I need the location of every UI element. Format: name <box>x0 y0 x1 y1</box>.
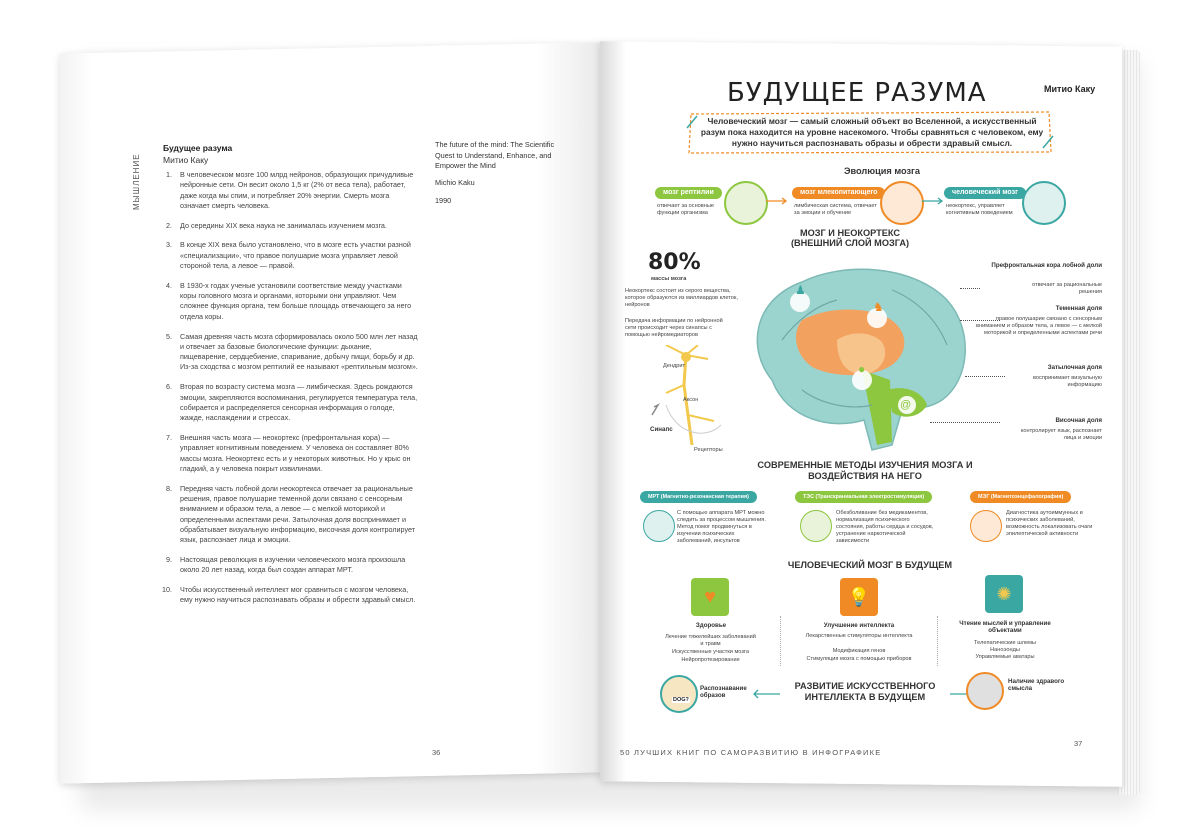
snail-icon: @ <box>900 399 912 411</box>
ai-common-sense: Наличие здравого смысла <box>1008 678 1065 692</box>
future-mind-line-1: Телепатические шлемы <box>974 640 1036 646</box>
list-item: 5. Самая древняя часть мозга сформировалась около 500 млн лет назад и отвечает за базовые биологические функции: дыхание, пищеварение, сердцебиение, спаривание, добычу пищи, борьбу и др. Из-за сходства с мозгом рептилий ее называют «рептильным мозгом». <box>174 332 419 373</box>
mind-reading-icon: ✺ <box>985 575 1023 613</box>
stage-mammal-label: мозг млекопитающего <box>792 187 885 199</box>
tes-head-icon <box>800 510 832 542</box>
neocortex-heading: МОЗГ И НЕОКОРТЕКС (ВНЕШНИЙ СЛОЙ МОЗГА) <box>790 228 910 248</box>
list-item: 3. В конце XIX века было установлено, что в мозге есть участки разной «специализации», что правое полушарие мозга управляет левой стороной тела, а левое — правой. <box>174 240 419 271</box>
method-meg-desc: Диагностика аутоиммунных и психических заболеваний, возможность локализовать очаги эпилептической активности <box>1006 510 1093 537</box>
stage-human-desc: неокортекс, управляет когнитивным поведением <box>946 203 1013 216</box>
original-author: Michio Kaku <box>435 178 475 187</box>
list-item: 8. Передняя часть лобной доли неокортекса отвечает за рациональные решения, правое полушарие теменной доли связано с сенсорным вниманием и образом тела, а левое — с мелкой моторикой и определенными аспектами речи. Затылочная доля воспринимает и обрабатывает визуальную информацию, височная доля контролирует язык, распознает лица и эмоции. <box>174 484 419 546</box>
neocortex-percent: 80% <box>648 250 701 275</box>
future-intellect-line-3: Стимуляция мозга с помощью приборов <box>806 656 912 662</box>
mri-scanner-icon <box>643 510 675 542</box>
list-item: 4. В 1930-х годах ученые установили соответствие между участками коры головного мозга и органами, которыми они управляют. Чем сложнее функция органа, тем больше площадь отвечающего за него отдела коры. <box>174 281 419 322</box>
animal-icon: ♞ <box>873 300 884 314</box>
lobe-parietal-desc: правое полушарие связано с сенсорным вниманием и образом тела, а левое — с мелкой моторикой и определенными аспектами речи <box>976 316 1102 336</box>
infographic-title: БУДУЩЕЕ РАЗУМА <box>727 78 987 108</box>
intro-text: Человеческий мозг — самый сложный объект во Вселенной, а искусственный разум пока находится на уровне насекомого. Чтобы сравняться с человеком, ему нужно научиться распознавать образы и обрести здравый смысл. <box>700 116 1044 148</box>
brain-diagram <box>742 260 977 460</box>
evolution-arrow-2 <box>922 196 952 206</box>
stage-mammal-desc: лимбическая система, отвечает за эмоции и обучение <box>794 203 877 216</box>
neocortex-desc: Неокортекс состоит из серого вещества, которое образуются из миллиардов клеток, нейронов <box>625 288 738 308</box>
reptile-icon: ● <box>858 362 866 376</box>
evolution-arrow-1 <box>766 196 886 206</box>
transfer-desc: Передача информации по нейронной сети происходит через синапсы с помощью нейромедиаторов <box>625 318 723 338</box>
meg-head-icon <box>970 510 1002 542</box>
stage-reptile-desc: отвечает за основные функции организма <box>657 203 714 216</box>
evolution-heading: Эволюция мозга <box>843 166 920 176</box>
lobe-prefrontal-desc: отвечает за рациональные решения <box>1032 282 1102 295</box>
ai-heading: РАЗВИТИЕ ИСКУССТВЕННОГО ИНТЕЛЛЕКТА В БУДУЩЕМ <box>794 681 936 702</box>
method-tes-desc: Обезболивание без медикаментов, нормализация психического состояния, работы сердца и сосудов, устранение наркотической зависимости <box>836 510 934 544</box>
ai-pattern-recognition: Распознавание образов <box>700 685 747 699</box>
mammal-brain-icon <box>880 181 924 225</box>
book-author: Митио Каку <box>163 155 209 165</box>
lobe-occipital-desc: воспринимает визуальную информацию <box>1033 375 1102 388</box>
robot-head-icon <box>966 672 1004 710</box>
future-health-line-3: Нейропротезирование <box>681 657 740 663</box>
dog-icon <box>660 675 698 713</box>
future-intellect-title: Улучшение интеллекта <box>823 622 895 629</box>
future-intellect-line-1: Лекарственные стимуляторы интеллекта <box>805 633 913 639</box>
original-title: The future of the mind: The Scientific Quest to Understand, Enhance, and Empower the Mind <box>435 140 555 170</box>
future-health-line-2: Искусственные участки мозга <box>672 649 749 655</box>
stage-human-label: человеческий мозг <box>944 187 1026 199</box>
brain-lightbulb-icon: 💡 <box>840 578 878 616</box>
ai-arrows <box>750 686 980 702</box>
methods-heading: СОВРЕМЕННЫЕ МЕТОДЫ ИЗУЧЕНИЯ МОЗГА И ВОЗДЕЙСТВИЯ НА НЕГО <box>757 460 973 481</box>
lobe-occipital-name: Затылочная доля <box>1047 364 1102 371</box>
human-figure-icon: ♟ <box>795 283 806 297</box>
infographic-author: Митио Каку <box>1044 84 1096 94</box>
future-health-line-1: Лечение тяжелейших заболеваний и травм <box>665 634 756 647</box>
future-heading: ЧЕЛОВЕЧЕСКИЙ МОЗГ В БУДУЩЕМ <box>787 560 953 570</box>
section-label: МЫШЛЕНИЕ <box>132 153 141 210</box>
pointer-line-temporal <box>930 422 1000 423</box>
future-mind-line-3: Управляемые аватары <box>975 654 1035 660</box>
axon-label: Аксон <box>683 397 699 403</box>
dendrite-label: Дендрит <box>663 363 686 369</box>
method-meg-label: МЭГ (Магнитоэнцефалография) <box>970 491 1071 503</box>
key-points-list <box>160 170 419 615</box>
neocortex-percent-label: массы мозга <box>651 276 687 282</box>
heart-icon: ♥ <box>691 578 729 616</box>
dog-question-label: DOG? <box>673 697 689 703</box>
method-tes-label: ТЭС (Транскраниальная электростимуляция) <box>795 491 932 503</box>
human-brain-icon <box>1022 181 1066 225</box>
future-mind-line-2: Наноэонды <box>990 647 1020 653</box>
list-item: 2. До середины XIX века наука не занималась изучением мозга. <box>174 221 419 231</box>
book-series-footer: 50 ЛУЧШИХ КНИГ ПО САМОРАЗВИТИЮ В ИНФОГРАФИКЕ <box>620 748 882 757</box>
lobe-temporal-name: Височная доля <box>1055 417 1102 424</box>
method-mri-label: МРТ (Магнитно-резонансная терапия) <box>640 491 757 503</box>
list-item: 10. Чтобы искусственный интеллект мог сравниться с мозгом человека, ему нужно научиться распознавать образы и обрести здравый смысл. <box>174 585 419 606</box>
book-title: Будущее разума <box>163 143 233 153</box>
list-item: 6. Вторая по возрасту система мозга — лимбическая. Здесь рождаются эмоции, закрепляются воспоминания, регулируется температура тела, собирается и распределяется сенсорная информация о голоде, жажде, наслаждении и стрессах. <box>174 382 419 423</box>
method-mri-desc: С помощью аппарата МРТ можно следить за процессом мышления. Метод помог продвинуться в изучении психических заболеваний, инсультов <box>677 510 766 544</box>
list-item: 7. Внешняя часть мозга — неокортекс (префронтальная кора) — управляет когнитивным поведением. У человека он составляет 80% массы мозга. Неокортекс есть и у некоторых животных. Но у крыс он гладкий, а у человека покрыт извилинами. <box>174 433 419 474</box>
future-health-title: Здоровье <box>695 622 727 629</box>
publication-year: 1990 <box>435 196 452 205</box>
future-mind-title: Чтение мыслей и управление объектами <box>959 620 1051 634</box>
page-number-left: 36 <box>432 748 441 757</box>
receptors-label: Рецепторы <box>694 447 723 453</box>
divider-1 <box>780 616 781 666</box>
synapse-label: Синапс <box>650 426 673 433</box>
pointer-line-occipital <box>965 376 1005 377</box>
lobe-prefrontal-name: Префронтальная кора лобной доли <box>991 262 1102 269</box>
pointer-line-prefrontal <box>960 288 980 289</box>
stage-reptile-label: мозг рептилии <box>655 187 722 199</box>
lobe-parietal-name: Теменная доля <box>1055 305 1102 312</box>
page-number-right: 37 <box>1074 739 1083 748</box>
list-item: 1. В человеческом мозге 100 млрд нейронов, образующих причудливые нейронные сети. Он весит около 1,5 кг (2% от веса тела), работает, даже когда мы спим, и потребляет 20% энергии. Смерть мозга означает смерть человека. <box>174 170 419 211</box>
list-item: 9. Настоящая революция в изучении человеческого мозга произошла около 20 лет назад, когда был создан аппарат МРТ. <box>174 555 419 576</box>
reptile-brain-icon <box>724 181 768 225</box>
divider-2 <box>937 616 938 666</box>
future-intellect-line-2: Модификация генов <box>832 648 886 654</box>
lobe-temporal-desc: контролирует язык, распознает лица и эмоции <box>1020 428 1102 441</box>
